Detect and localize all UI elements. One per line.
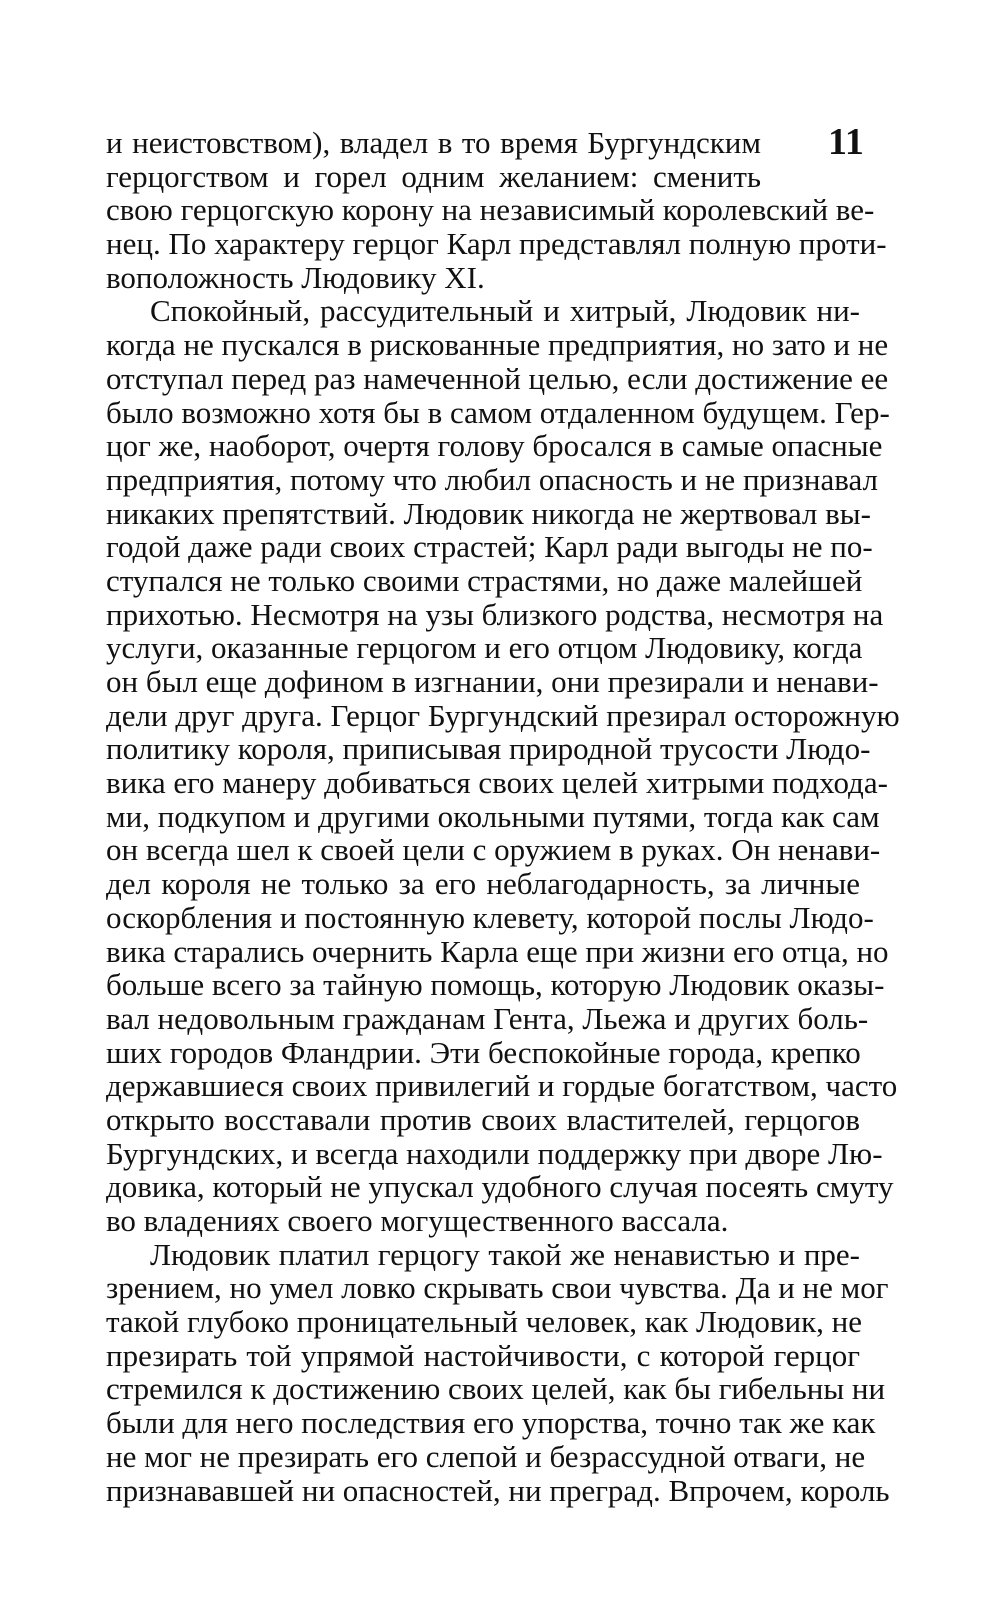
page-number: 11 — [828, 121, 864, 163]
text-line: не мог не презирать его слепой и безрассудной отваги, не — [106, 1438, 866, 1474]
text-line: вика его манеру добиваться своих целей хитрыми подхода- — [106, 765, 888, 801]
body-text — [106, 125, 900, 1508]
text-line: герцогством и горел одним желанием: сменить — [106, 158, 761, 194]
paragraph-first-line: Спокойный, рассудительный и хитрый, Людовик ни- — [150, 293, 860, 329]
text-line: признававшей ни опасностей, ни преград. Впрочем, король — [106, 1472, 890, 1508]
text-line: были для него последствия его упорства, точно так же как — [106, 1405, 876, 1441]
text-line: когда не пускался в рискованные предприятия, но зато и не — [106, 327, 889, 363]
text-line: годой даже ради своих страстей; Карл ради выгоды не по- — [106, 529, 873, 565]
text-line: вал недовольным гражданам Гента, Льежа и других боль- — [106, 1000, 869, 1036]
text-line: такой глубоко проницательный человек, как Людовик, не — [106, 1304, 862, 1340]
text-line: державшиеся своих привилегий и гордые богатством, часто — [106, 1068, 898, 1104]
text-line: ми, подкупом и другими окольными путями, тогда как сам — [106, 798, 880, 834]
text-line: стремился к достижению своих целей, как бы гибельны ни — [106, 1371, 886, 1407]
text-line: во владениях своего могущественного вассала. — [106, 1203, 729, 1238]
text-line: открыто восставали против своих властителей, герцогов — [106, 1101, 860, 1137]
text-line: услуги, оказанные герцогом и его отцом Людовику, когда — [106, 630, 863, 666]
text-line: никаких препятствий. Людовик никогда не жертвовал вы- — [106, 495, 871, 531]
text-line: предприятия, потому что любил опасность и не признавал — [106, 461, 878, 497]
text-line: зрением, но умел ловко скрывать свои чувства. Да и не мог — [106, 1270, 889, 1306]
text-line: оскорбления и постоянную клевету, которой послы Людо- — [106, 899, 874, 935]
text-line: нец. По характеру герцог Карл представлял полную проти- — [106, 226, 887, 262]
text-line: цог же, наоборот, очертя голову бросался в самые опасные — [106, 428, 883, 464]
text-line: было возможно хотя бы в самом отдаленном будущем. Гер- — [106, 394, 890, 430]
text-line: дели друг друга. Герцог Бургундский презирал осторожную — [106, 697, 900, 733]
text-line: презирать той упрямой настойчивости, с которой герцог — [106, 1337, 860, 1373]
text-line: прихотью. Несмотря на узы близкого родства, несмотря на — [106, 596, 884, 632]
text-line: воположность Людовику XI. — [106, 259, 485, 295]
text-line: дел короля не только за его неблагодарность, за личные — [106, 866, 860, 902]
text-line: ших городов Фландрии. Эти беспокойные города, крепко — [106, 1034, 861, 1070]
text-line: политику короля, приписывая природной трусости Людо- — [106, 731, 871, 767]
text-line: и неистовством), владел в то время Бургундским — [106, 125, 761, 160]
text-line: отступал перед раз намеченной целью, если достижение ее — [106, 360, 889, 396]
text-line: свою герцогскую корону на независимый королевский ве- — [106, 192, 875, 228]
text-line: ступался не только своими страстями, но даже малейшей — [106, 562, 863, 598]
text-line: он всегда шел к своей цели с оружием в руках. Он ненави- — [106, 832, 881, 868]
text-line: Бургундских, и всегда находили поддержку при дворе Лю- — [106, 1135, 883, 1171]
text-line: больше всего за тайную помощь, которую Людовик оказы- — [106, 967, 885, 1003]
text-line: он был еще дофином в изгнании, они презирали и ненави- — [106, 664, 879, 699]
text-line: вика старались очернить Карла еще при жизни его отца, но — [106, 933, 889, 969]
text-line: довика, который не упускал удобного случая посеять смуту — [106, 1169, 894, 1205]
paragraph-first-line: Людовик платил герцогу такой же ненавистью и пре- — [150, 1236, 860, 1272]
